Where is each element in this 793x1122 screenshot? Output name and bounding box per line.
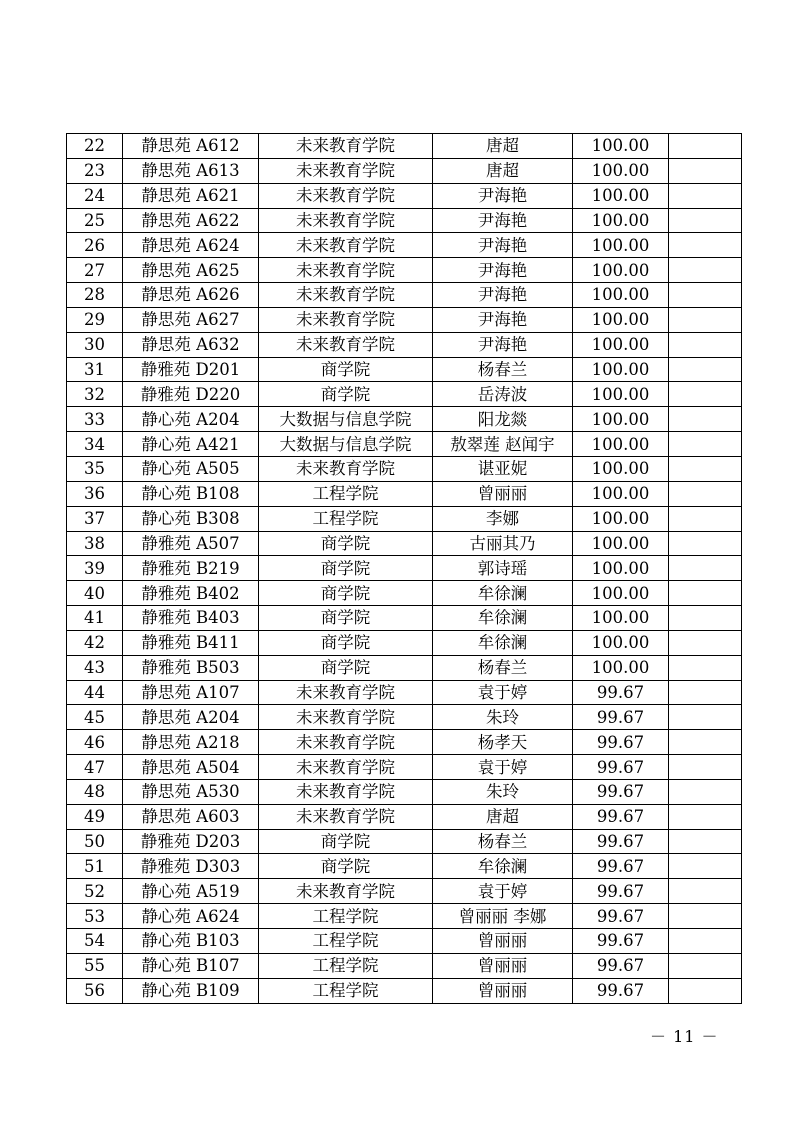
dorm-room-cell: 静心苑 B103 [123, 929, 259, 954]
score-cell: 99.67 [573, 804, 669, 829]
row-number-cell: 52 [67, 879, 123, 904]
score-cell: 100.00 [573, 357, 669, 382]
note-cell [669, 630, 742, 655]
note-cell [669, 407, 742, 432]
name-cell: 杨孝天 [433, 730, 573, 755]
score-cell: 99.67 [573, 730, 669, 755]
dorm-room-cell: 静雅苑 D220 [123, 382, 259, 407]
college-cell: 未来教育学院 [259, 705, 433, 730]
college-cell: 工程学院 [259, 929, 433, 954]
row-number-cell: 34 [67, 432, 123, 457]
note-cell [669, 779, 742, 804]
dorm-room-cell: 静心苑 A204 [123, 407, 259, 432]
table-row [67, 755, 742, 780]
college-cell: 商学院 [259, 581, 433, 606]
table-row [67, 134, 742, 159]
name-cell: 尹海艳 [433, 283, 573, 308]
table-row [67, 456, 742, 481]
dorm-room-cell: 静思苑 A603 [123, 804, 259, 829]
dorm-room-cell: 静心苑 A421 [123, 432, 259, 457]
note-cell [669, 705, 742, 730]
dorm-room-cell: 静思苑 A627 [123, 307, 259, 332]
college-cell: 工程学院 [259, 953, 433, 978]
college-cell: 未来教育学院 [259, 307, 433, 332]
table-row [67, 556, 742, 581]
note-cell [669, 978, 742, 1003]
score-cell: 100.00 [573, 432, 669, 457]
dorm-room-cell: 静思苑 A218 [123, 730, 259, 755]
score-cell: 100.00 [573, 606, 669, 631]
note-cell [669, 307, 742, 332]
college-cell: 未来教育学院 [259, 283, 433, 308]
table-row [67, 208, 742, 233]
name-cell: 尹海艳 [433, 233, 573, 258]
college-cell: 未来教育学院 [259, 258, 433, 283]
college-cell: 未来教育学院 [259, 879, 433, 904]
row-number-cell: 37 [67, 506, 123, 531]
table-row [67, 183, 742, 208]
dorm-room-cell: 静思苑 A621 [123, 183, 259, 208]
dorm-room-cell: 静思苑 A625 [123, 258, 259, 283]
college-cell: 未来教育学院 [259, 158, 433, 183]
score-cell: 100.00 [573, 382, 669, 407]
note-cell [669, 854, 742, 879]
row-number-cell: 47 [67, 755, 123, 780]
college-cell: 商学院 [259, 531, 433, 556]
row-number-cell: 44 [67, 680, 123, 705]
dorm-room-cell: 静心苑 B308 [123, 506, 259, 531]
dorm-room-cell: 静心苑 B109 [123, 978, 259, 1003]
dorm-room-cell: 静心苑 A624 [123, 904, 259, 929]
note-cell [669, 208, 742, 233]
score-cell: 100.00 [573, 630, 669, 655]
college-cell: 工程学院 [259, 904, 433, 929]
table-row [67, 804, 742, 829]
name-cell: 尹海艳 [433, 307, 573, 332]
note-cell [669, 829, 742, 854]
row-number-cell: 31 [67, 357, 123, 382]
table-row [67, 357, 742, 382]
row-number-cell: 26 [67, 233, 123, 258]
score-cell: 100.00 [573, 332, 669, 357]
score-cell: 100.00 [573, 307, 669, 332]
row-number-cell: 45 [67, 705, 123, 730]
row-number-cell: 35 [67, 456, 123, 481]
score-cell: 100.00 [573, 233, 669, 258]
college-cell: 未来教育学院 [259, 208, 433, 233]
table-row [67, 481, 742, 506]
name-cell: 唐超 [433, 804, 573, 829]
dorm-room-cell: 静雅苑 B402 [123, 581, 259, 606]
name-cell: 尹海艳 [433, 258, 573, 283]
college-cell: 未来教育学院 [259, 755, 433, 780]
table-row [67, 779, 742, 804]
college-cell: 商学院 [259, 655, 433, 680]
name-cell: 朱玲 [433, 705, 573, 730]
row-number-cell: 42 [67, 630, 123, 655]
row-number-cell: 51 [67, 854, 123, 879]
score-cell: 100.00 [573, 456, 669, 481]
note-cell [669, 432, 742, 457]
table-row [67, 332, 742, 357]
row-number-cell: 56 [67, 978, 123, 1003]
row-number-cell: 30 [67, 332, 123, 357]
score-cell: 100.00 [573, 258, 669, 283]
score-cell: 100.00 [573, 134, 669, 159]
row-number-cell: 32 [67, 382, 123, 407]
score-cell: 100.00 [573, 283, 669, 308]
name-cell: 郭诗瑶 [433, 556, 573, 581]
score-cell: 100.00 [573, 208, 669, 233]
dorm-room-cell: 静雅苑 B403 [123, 606, 259, 631]
row-number-cell: 23 [67, 158, 123, 183]
college-cell: 未来教育学院 [259, 233, 433, 258]
score-cell: 99.67 [573, 779, 669, 804]
table-row [67, 158, 742, 183]
name-cell: 袁于婷 [433, 680, 573, 705]
name-cell: 谌亚妮 [433, 456, 573, 481]
table-row [67, 929, 742, 954]
dorm-room-cell: 静雅苑 B219 [123, 556, 259, 581]
note-cell [669, 134, 742, 159]
dorm-room-cell: 静心苑 B107 [123, 953, 259, 978]
college-cell: 商学院 [259, 854, 433, 879]
score-cell: 100.00 [573, 481, 669, 506]
table-row [67, 879, 742, 904]
name-cell: 牟徐澜 [433, 581, 573, 606]
college-cell: 未来教育学院 [259, 332, 433, 357]
name-cell: 朱玲 [433, 779, 573, 804]
college-cell: 工程学院 [259, 978, 433, 1003]
table-row [67, 606, 742, 631]
name-cell: 牟徐澜 [433, 630, 573, 655]
table-row [67, 655, 742, 680]
row-number-cell: 40 [67, 581, 123, 606]
score-cell: 99.67 [573, 879, 669, 904]
score-cell: 100.00 [573, 407, 669, 432]
row-number-cell: 49 [67, 804, 123, 829]
note-cell [669, 531, 742, 556]
table-row [67, 407, 742, 432]
score-cell: 100.00 [573, 556, 669, 581]
note-cell [669, 879, 742, 904]
name-cell: 袁于婷 [433, 755, 573, 780]
college-cell: 未来教育学院 [259, 804, 433, 829]
row-number-cell: 38 [67, 531, 123, 556]
score-cell: 99.67 [573, 829, 669, 854]
name-cell: 尹海艳 [433, 183, 573, 208]
name-cell: 李娜 [433, 506, 573, 531]
table-body [67, 134, 742, 1004]
score-cell: 100.00 [573, 531, 669, 556]
score-cell: 100.00 [573, 655, 669, 680]
row-number-cell: 36 [67, 481, 123, 506]
name-cell: 曾丽丽 [433, 929, 573, 954]
table-row [67, 904, 742, 929]
table-row [67, 432, 742, 457]
note-cell [669, 158, 742, 183]
note-cell [669, 730, 742, 755]
name-cell: 牟徐澜 [433, 854, 573, 879]
table-row [67, 258, 742, 283]
note-cell [669, 481, 742, 506]
dorm-room-cell: 静思苑 A204 [123, 705, 259, 730]
row-number-cell: 33 [67, 407, 123, 432]
row-number-cell: 29 [67, 307, 123, 332]
score-cell: 100.00 [573, 581, 669, 606]
name-cell: 岳涛波 [433, 382, 573, 407]
note-cell [669, 680, 742, 705]
note-cell [669, 755, 742, 780]
score-cell: 99.67 [573, 953, 669, 978]
name-cell: 敖翠莲 赵闻宇 [433, 432, 573, 457]
college-cell: 商学院 [259, 357, 433, 382]
name-cell: 尹海艳 [433, 332, 573, 357]
note-cell [669, 183, 742, 208]
name-cell: 尹海艳 [433, 208, 573, 233]
name-cell: 牟徐澜 [433, 606, 573, 631]
dorm-room-cell: 静思苑 A530 [123, 779, 259, 804]
row-number-cell: 41 [67, 606, 123, 631]
table-row [67, 506, 742, 531]
score-cell: 100.00 [573, 183, 669, 208]
note-cell [669, 606, 742, 631]
score-cell: 99.67 [573, 904, 669, 929]
row-number-cell: 50 [67, 829, 123, 854]
dorm-room-cell: 静心苑 A505 [123, 456, 259, 481]
row-number-cell: 39 [67, 556, 123, 581]
college-cell: 商学院 [259, 829, 433, 854]
name-cell: 杨春兰 [433, 655, 573, 680]
name-cell: 曾丽丽 李娜 [433, 904, 573, 929]
score-cell: 99.67 [573, 705, 669, 730]
dorm-room-cell: 静心苑 A519 [123, 879, 259, 904]
note-cell [669, 556, 742, 581]
score-cell: 99.67 [573, 755, 669, 780]
name-cell: 唐超 [433, 158, 573, 183]
dormitory-score-table [66, 133, 742, 1004]
name-cell: 古丽其乃 [433, 531, 573, 556]
dorm-room-cell: 静雅苑 B411 [123, 630, 259, 655]
dorm-room-cell: 静雅苑 D201 [123, 357, 259, 382]
note-cell [669, 506, 742, 531]
note-cell [669, 904, 742, 929]
row-number-cell: 24 [67, 183, 123, 208]
college-cell: 大数据与信息学院 [259, 407, 433, 432]
college-cell: 商学院 [259, 556, 433, 581]
row-number-cell: 53 [67, 904, 123, 929]
table-row [67, 307, 742, 332]
page-number: － 11 － [650, 1027, 719, 1046]
score-cell: 99.67 [573, 854, 669, 879]
college-cell: 商学院 [259, 382, 433, 407]
note-cell [669, 953, 742, 978]
note-cell [669, 233, 742, 258]
dorm-room-cell: 静思苑 A107 [123, 680, 259, 705]
row-number-cell: 28 [67, 283, 123, 308]
dorm-room-cell: 静思苑 A504 [123, 755, 259, 780]
note-cell [669, 332, 742, 357]
college-cell: 未来教育学院 [259, 680, 433, 705]
table-row [67, 730, 742, 755]
name-cell: 阳龙燚 [433, 407, 573, 432]
note-cell [669, 929, 742, 954]
table-row [67, 953, 742, 978]
row-number-cell: 46 [67, 730, 123, 755]
note-cell [669, 581, 742, 606]
table-row [67, 382, 742, 407]
note-cell [669, 382, 742, 407]
dorm-room-cell: 静思苑 A612 [123, 134, 259, 159]
college-cell: 未来教育学院 [259, 730, 433, 755]
name-cell: 杨春兰 [433, 829, 573, 854]
name-cell: 杨春兰 [433, 357, 573, 382]
college-cell: 商学院 [259, 630, 433, 655]
table-row [67, 978, 742, 1003]
name-cell: 曾丽丽 [433, 481, 573, 506]
college-cell: 工程学院 [259, 506, 433, 531]
table-row [67, 680, 742, 705]
dorm-room-cell: 静雅苑 A507 [123, 531, 259, 556]
name-cell: 曾丽丽 [433, 953, 573, 978]
note-cell [669, 655, 742, 680]
table-row [67, 630, 742, 655]
dorm-room-cell: 静思苑 A613 [123, 158, 259, 183]
dorm-room-cell: 静思苑 A632 [123, 332, 259, 357]
table-row [67, 283, 742, 308]
name-cell: 袁于婷 [433, 879, 573, 904]
name-cell: 唐超 [433, 134, 573, 159]
row-number-cell: 25 [67, 208, 123, 233]
college-cell: 工程学院 [259, 481, 433, 506]
college-cell: 未来教育学院 [259, 779, 433, 804]
row-number-cell: 54 [67, 929, 123, 954]
score-cell: 99.67 [573, 680, 669, 705]
row-number-cell: 43 [67, 655, 123, 680]
dorm-room-cell: 静思苑 A626 [123, 283, 259, 308]
name-cell: 曾丽丽 [433, 978, 573, 1003]
note-cell [669, 258, 742, 283]
dorm-room-cell: 静雅苑 D303 [123, 854, 259, 879]
college-cell: 商学院 [259, 606, 433, 631]
dorm-room-cell: 静雅苑 D203 [123, 829, 259, 854]
score-cell: 99.67 [573, 929, 669, 954]
dorm-room-cell: 静心苑 B108 [123, 481, 259, 506]
dorm-room-cell: 静雅苑 B503 [123, 655, 259, 680]
table-row [67, 705, 742, 730]
score-cell: 99.67 [573, 978, 669, 1003]
table-row [67, 829, 742, 854]
table-row [67, 531, 742, 556]
row-number-cell: 27 [67, 258, 123, 283]
college-cell: 大数据与信息学院 [259, 432, 433, 457]
dorm-room-cell: 静思苑 A624 [123, 233, 259, 258]
note-cell [669, 456, 742, 481]
table-row [67, 233, 742, 258]
note-cell [669, 283, 742, 308]
row-number-cell: 55 [67, 953, 123, 978]
note-cell [669, 357, 742, 382]
college-cell: 未来教育学院 [259, 134, 433, 159]
dorm-room-cell: 静思苑 A622 [123, 208, 259, 233]
row-number-cell: 48 [67, 779, 123, 804]
table-row [67, 581, 742, 606]
row-number-cell: 22 [67, 134, 123, 159]
college-cell: 未来教育学院 [259, 456, 433, 481]
note-cell [669, 804, 742, 829]
score-cell: 100.00 [573, 506, 669, 531]
table-row [67, 854, 742, 879]
score-cell: 100.00 [573, 158, 669, 183]
college-cell: 未来教育学院 [259, 183, 433, 208]
